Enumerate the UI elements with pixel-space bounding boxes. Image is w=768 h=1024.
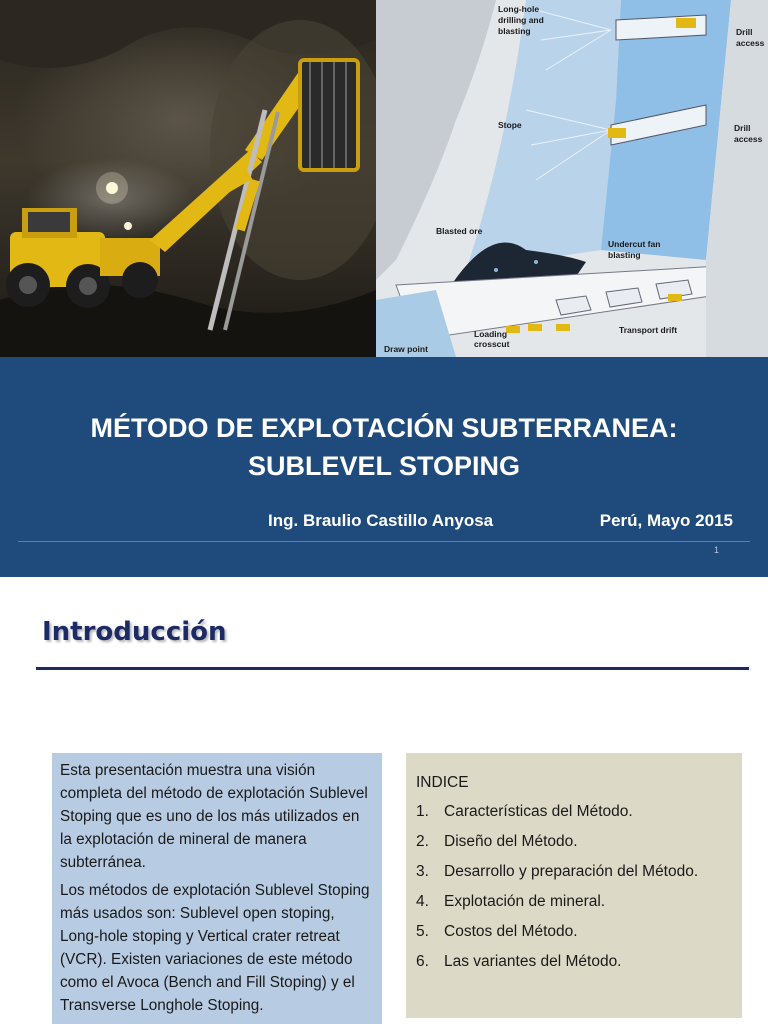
- intro-heading: Introducción: [42, 617, 227, 647]
- index-item-label: Características del Método.: [444, 803, 633, 820]
- index-item-label: Desarrollo y preparación del Método.: [444, 863, 699, 880]
- description-paragraph-1: Esta presentación muestra una visión completa del método de explotación Sublevel Stoping que es uno de los más utilizados en la explotación de mineral de manera subterránea.: [60, 762, 368, 871]
- index-item-label: Costos del Método.: [444, 923, 578, 940]
- index-item-number: 4.: [416, 893, 429, 910]
- index-title: INDICE: [416, 774, 469, 791]
- label-drill-access-2b: access: [734, 134, 763, 144]
- label-drill-access-2a: Drill: [734, 123, 751, 133]
- index-item-number: 1.: [416, 803, 429, 820]
- index-list: [416, 802, 732, 972]
- description-box: [52, 753, 382, 1024]
- label-loading-1: Loading: [474, 329, 508, 339]
- title-line-1: MÉTODO DE EXPLOTACIÓN SUBTERRANEA:: [90, 413, 678, 443]
- label-long-hole-3: blasting: [498, 26, 531, 36]
- index-item-label: Diseño del Método.: [444, 833, 578, 850]
- intro-slide: [0, 577, 768, 1024]
- description-paragraph-2: Los métodos de explotación Sublevel Stoping más usados son: Sublevel open stoping, Long-hole stoping y Vertical crater retreat (VCR). Existen variaciones de este método como el Avoca (Bench and Fill Stoping) y el Transverse Longhole Stoping.: [60, 882, 370, 1014]
- index-item: [416, 952, 732, 972]
- label-loading-2: crosscut: [474, 339, 510, 349]
- label-drill-access-1b: access: [736, 38, 765, 48]
- banner-divider: [18, 541, 750, 542]
- index-item-number: 3.: [416, 863, 429, 880]
- title-line-2: SUBLEVEL STOPING: [247, 451, 521, 481]
- stoping-schematic: [376, 0, 768, 357]
- index-item: [416, 832, 732, 852]
- drill-rig-illustration: [0, 0, 376, 357]
- label-transport-drift: Transport drift: [619, 325, 678, 335]
- place-date: Perú, Mayo 2015: [599, 511, 733, 530]
- index-item: [416, 922, 732, 942]
- index-item-label: Explotación de mineral.: [444, 893, 606, 910]
- author-name: Ing. Braulio Castillo Anyosa: [268, 511, 494, 530]
- index-item: [416, 802, 732, 822]
- slide-title: [0, 409, 768, 485]
- label-draw-point: Draw point: [384, 344, 428, 354]
- label-stope: Stope: [498, 120, 522, 130]
- index-item-number: 2.: [416, 833, 429, 850]
- label-blasted-ore: Blasted ore: [436, 226, 483, 236]
- index-item-number: 5.: [416, 923, 429, 940]
- slide-number: 1: [714, 545, 720, 555]
- label-long-hole-2: drilling and: [498, 15, 544, 25]
- heading-rule: [36, 667, 749, 670]
- sublevel-stoping-diagram: [376, 0, 768, 357]
- drill-rig-photo: [0, 0, 376, 357]
- label-undercut-2: blasting: [608, 250, 641, 260]
- index-item: [416, 862, 732, 882]
- label-long-hole-1: Long-hole: [498, 4, 540, 14]
- label-undercut-1: Undercut fan: [608, 239, 661, 249]
- index-item: [416, 892, 732, 912]
- label-drill-access-1a: Drill: [736, 27, 753, 37]
- index-box: [406, 753, 742, 1018]
- index-item-label: Las variantes del Método.: [444, 953, 622, 970]
- index-item-number: 6.: [416, 953, 429, 970]
